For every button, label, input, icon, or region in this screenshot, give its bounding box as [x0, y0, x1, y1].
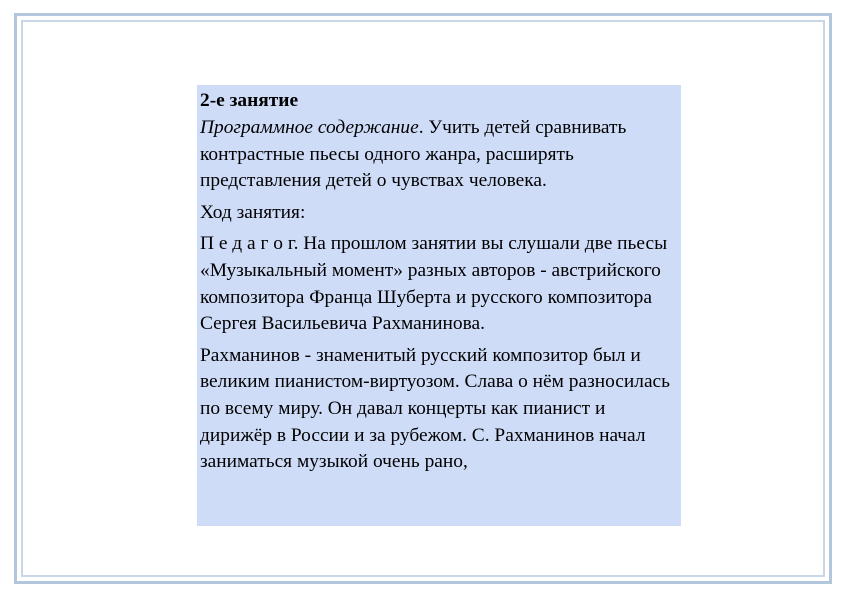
lesson-text-box [197, 85, 681, 526]
rachmaninov-paragraph: Рахманинов - знаменитый русский композитор был и великим пианистом-виртуозом. Слава о нём разносилась по всему миру. Он давал концерты как пианист и дирижёр в России и за рубежом. С. Рахманинов начал заниматься музыкой очень рано, [200, 344, 670, 473]
lesson-title: 2-е занятие [200, 90, 299, 111]
program-text: . Учить детей сравнивать контрастные пьесы одного жанра, расширять представления детей о чувствах человека. [200, 117, 627, 192]
teacher-paragraph: П е д а г о г. На прошлом занятии вы слушали две пьесы «Музыкальный момент» разных авторов - австрийского композитора Франца Шуберта и русского композитора Сергея Васильевича Рахманинова. [200, 233, 668, 335]
course-heading: Ход занятия: [200, 201, 306, 223]
program-label: Программное содержание [200, 117, 419, 138]
program-content [200, 115, 679, 195]
